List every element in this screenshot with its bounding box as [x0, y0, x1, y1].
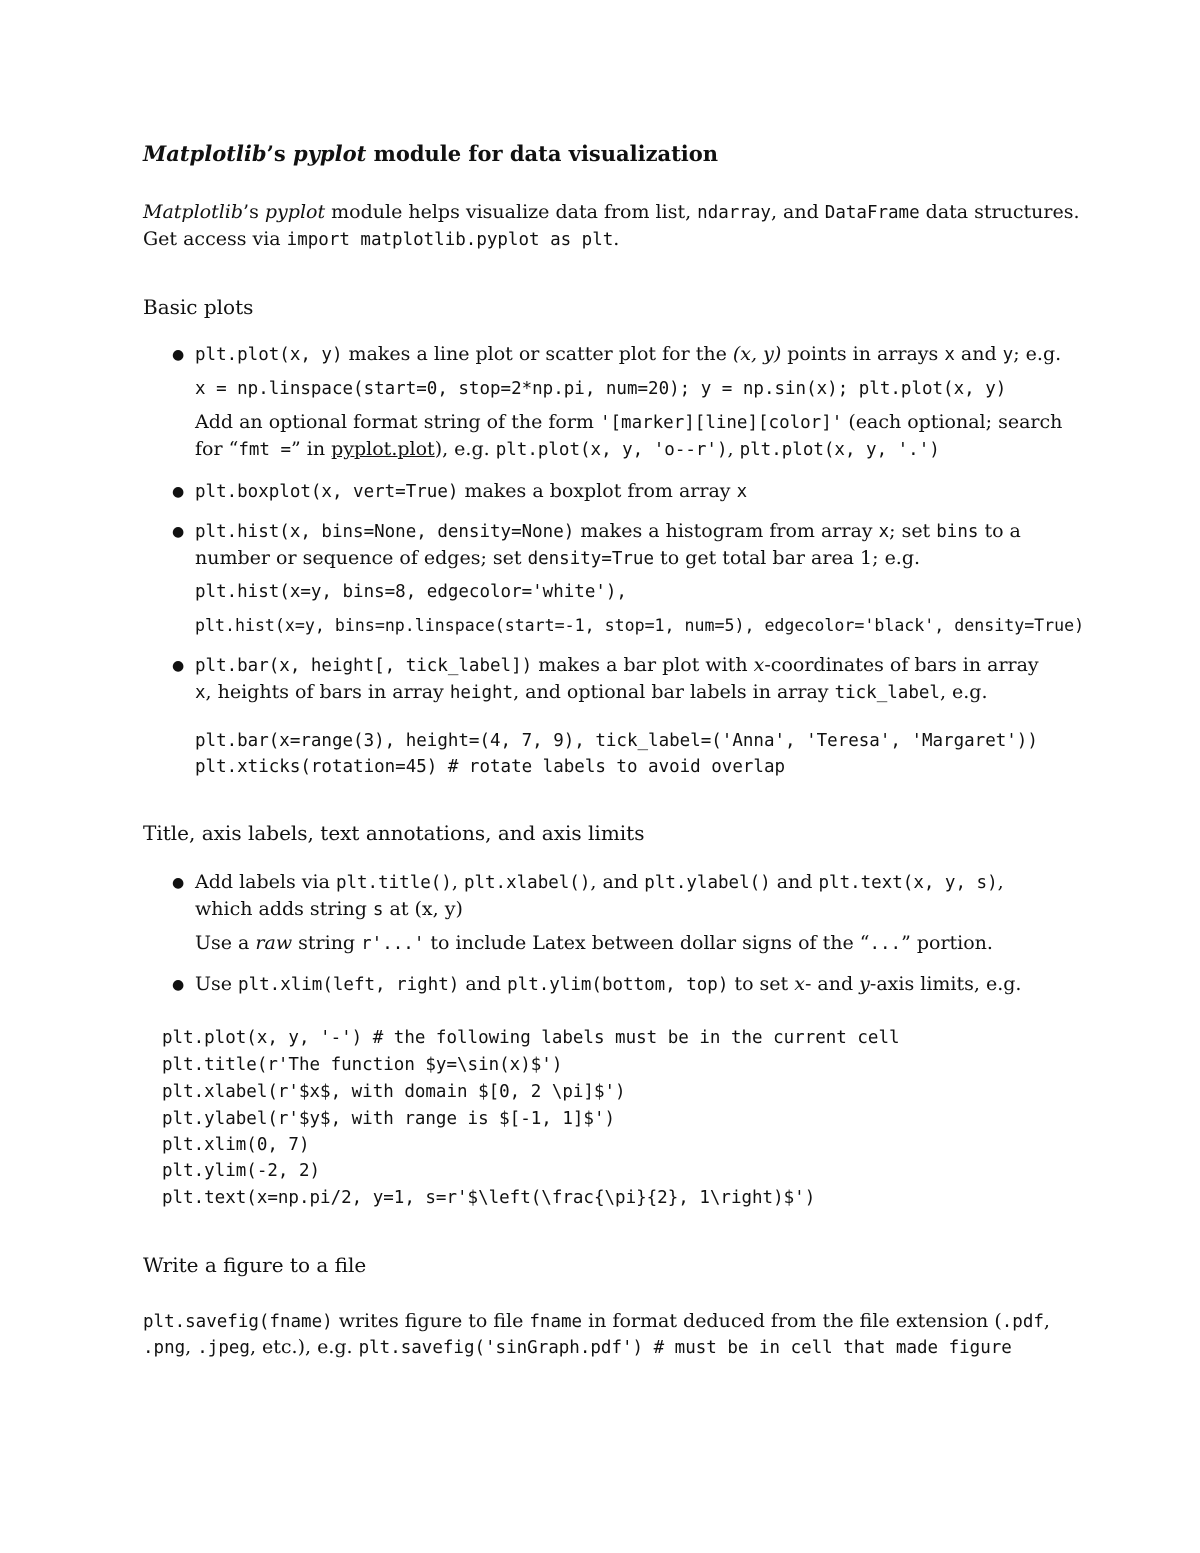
bullet-labels-line-2: which adds string s at (x, y) [195, 898, 463, 920]
bullet-plot-line-3: Add an optional format string of the form '[marker][line][color]' (each optional; search [195, 411, 1063, 433]
pyplot-plot-link[interactable]: pyplot.plot [331, 438, 435, 460]
intro-line-2: Get access via import matplotlib.pyplot as plt. [143, 228, 620, 250]
bullet-boxplot: plt.boxplot(x, vert=True) makes a boxplot from array x [195, 480, 748, 502]
bullet-plot-example: x = np.linspace(start=0, stop=2*np.pi, num=20); y = np.sin(x); plt.plot(x, y) [195, 379, 1007, 399]
bullet-limits: Use plt.xlim(left, right) and plt.ylim(bottom, top) to set x- and y-axis limits, e.g. [195, 973, 1022, 995]
code-line: plt.text(x=np.pi/2, y=1, s=r'$\left(\frac{\pi}{2}, 1\right)$') [162, 1188, 816, 1208]
code-line: plt.xlabel(r'$x$, with domain $[0, 2 \pi]$') [162, 1082, 626, 1102]
bullet-plot-line-1: plt.plot(x, y) makes a line plot or scatter plot for the (x, y) points in arrays x and y; e.g. [195, 343, 1062, 365]
title-module: pyplot [293, 141, 367, 166]
page-title: Matplotlib’s pyplot module for data visualization [143, 141, 719, 166]
section-heading-basic-plots: Basic plots [143, 295, 254, 319]
bullet-bar-example-1: plt.bar(x=range(3), height=(4, 7, 9), tick_label=('Anna', 'Teresa', 'Margaret')) [195, 731, 1038, 751]
code-line: plt.xlim(0, 7) [162, 1135, 310, 1155]
code-line: plt.plot(x, y, '-') # the following labels must be in the current cell [162, 1028, 900, 1048]
bullet-hist-example-1: plt.hist(x=y, bins=8, edgecolor='white'), [195, 582, 627, 602]
bullet-hist-example-2: plt.hist(x=y, bins=np.linspace(start=-1, stop=1, num=5), edgecolor='black', density=True) [195, 616, 1085, 635]
intro-line-1: Matplotlib’s pyplot module helps visualize data from list, ndarray, and DataFrame data structures. [143, 201, 1080, 223]
bullet-icon: ● [172, 524, 185, 540]
code-line: plt.title(r'The function $y=\sin(x)$') [162, 1055, 563, 1075]
bullet-labels-line-3: Use a raw string r'...' to include Latex between dollar signs of the “...” portion. [195, 932, 993, 954]
code-line: plt.ylim(-2, 2) [162, 1161, 321, 1181]
bullet-icon: ● [172, 977, 185, 993]
save-line-2: .png, .jpeg, etc.), e.g. plt.savefig('sinGraph.pdf') # must be in cell that made figure [143, 1336, 1012, 1358]
bullet-hist-line-1: plt.hist(x, bins=None, density=None) makes a histogram from array x; set bins to a [195, 520, 1021, 542]
bullet-labels-line-1: Add labels via plt.title(), plt.xlabel(), and plt.ylabel() and plt.text(x, y, s), [195, 871, 1004, 893]
bullet-icon: ● [172, 484, 185, 500]
bullet-bar-line-2: x, heights of bars in array height, and optional bar labels in array tick_label, e.g. [195, 681, 988, 703]
bullet-bar-example-2: plt.xticks(rotation=45) # rotate labels to avoid overlap [195, 757, 786, 777]
section-heading-save: Write a figure to a file [143, 1253, 367, 1277]
bullet-plot-line-4: for “fmt =” in pyplot.plot), e.g. plt.plot(x, y, 'o--r'), plt.plot(x, y, '.') [195, 438, 940, 460]
bullet-icon: ● [172, 875, 185, 891]
section-heading-labels: Title, axis labels, text annotations, and axis limits [143, 821, 645, 845]
bullet-icon: ● [172, 347, 185, 363]
code-line: plt.ylabel(r'$y$, with range is $[-1, 1]$') [162, 1109, 616, 1129]
bullet-icon: ● [172, 658, 185, 674]
bullet-bar-line-1: plt.bar(x, height[, tick_label]) makes a bar plot with x-coordinates of bars in array [195, 654, 1039, 676]
save-line-1: plt.savefig(fname) writes figure to file fname in format deduced from the file extension (.pdf, [143, 1310, 1050, 1332]
title-lib: Matplotlib [143, 141, 267, 166]
bullet-hist-line-2: number or sequence of edges; set density=True to get total bar area 1; e.g. [195, 547, 921, 569]
